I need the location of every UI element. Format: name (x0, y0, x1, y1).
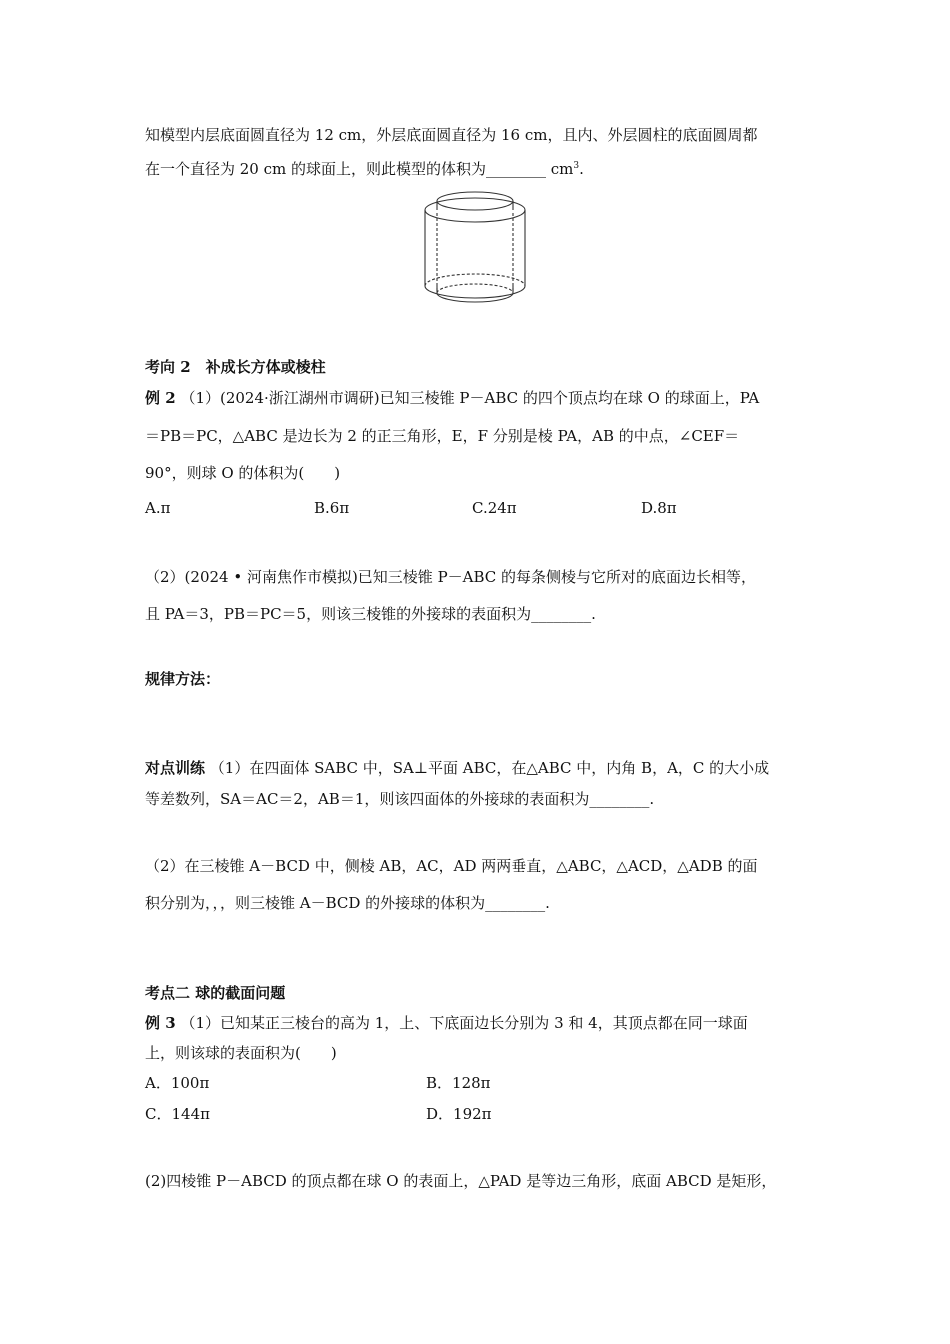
option-3a: A．100π (145, 1074, 210, 1092)
training-part2-line-1: （2）在三棱锥 A－BCD 中，侧棱 AB，AC，AD 两两垂直，△ABC，△ACD，△ADB 的面 (145, 857, 758, 875)
example-3-label: 例 3 (145, 1014, 176, 1032)
intro-line-1: 知模型内层底面圆直径为 12 cm，外层底面圆直径为 16 cm，且内、外层圆柱的底面圆周都 (145, 126, 758, 144)
example-2-text: （1）(2024·浙江湖州市调研)已知三棱锥 P－ABC 的四个顶点均在球 O 的球面上，PA (180, 389, 760, 407)
example-2-line-3: 90°，则球 O 的体积为( ) (145, 464, 341, 482)
option-a: A.π (145, 499, 171, 517)
training-line-2: 等差数列，SA＝AC＝2，AB＝1，则该四面体的外接球的表面积为________. (145, 790, 655, 808)
intro-line-2-end: . (579, 160, 584, 178)
option-c: C.24π (472, 499, 517, 517)
intro-line-2-text: 在一个直径为 20 cm 的球面上，则此模型的体积为________ cm (145, 160, 574, 178)
section-title: 考向 2 补成长方体或棱柱 (145, 358, 326, 376)
option-b: B.6π (314, 499, 350, 517)
example-3-text: （1）已知某正三棱台的高为 1，上、下底面边长分别为 3 和 4，其顶点都在同一球面 (180, 1014, 748, 1032)
example-2-line-1 (145, 387, 759, 409)
option-d: D.8π (641, 499, 677, 517)
training-label: 对点训练 (145, 759, 206, 777)
example-2-line-2: ＝PB＝PC，△ABC 是边长为 2 的正三角形，E，F 分别是棱 PA，AB 的中点，∠CEF＝ (145, 427, 740, 445)
example-3-line-2: 上，则该球的表面积为( ) (145, 1044, 337, 1062)
example-3-part2-line-1: (2)四棱锥 P－ABCD 的顶点都在球 O 的表面上，△PAD 是等边三角形，底面 ABCD 是矩形， (145, 1172, 777, 1190)
rule-method-label: 规律方法： (145, 670, 221, 688)
option-3d: D．192π (426, 1105, 492, 1123)
inner-top-ellipse (437, 192, 513, 210)
training-text: （1）在四面体 SABC 中，SA⊥平面 ABC，在△ABC 中，内角 B，A，C 的大小成 (209, 759, 770, 777)
training-line-1 (145, 757, 769, 779)
example-2-part2-line-1: （2）(2024 • 河南焦作市模拟)已知三棱锥 P－ABC 的每条侧棱与它所对的底面边长相等， (145, 568, 757, 586)
option-3b: B．128π (426, 1074, 491, 1092)
intro-line-2 (145, 155, 584, 180)
option-3c: C．144π (145, 1105, 210, 1123)
training-part2-line-2: 积分别为，，，则三棱锥 A－BCD 的外接球的体积为________. (145, 894, 550, 912)
cylinder-model-figure (418, 183, 532, 321)
unit-exponent: 3 (573, 161, 580, 171)
example-2-part2-line-2: 且 PA＝3，PB＝PC＝5，则该三棱锥的外接球的表面积为________. (145, 605, 596, 623)
example-2-label: 例 2 (145, 389, 176, 407)
example-3-line-1 (145, 1012, 748, 1034)
point-2-title: 考点二 球的截面问题 (145, 984, 286, 1002)
inner-bottom-back (437, 284, 513, 293)
